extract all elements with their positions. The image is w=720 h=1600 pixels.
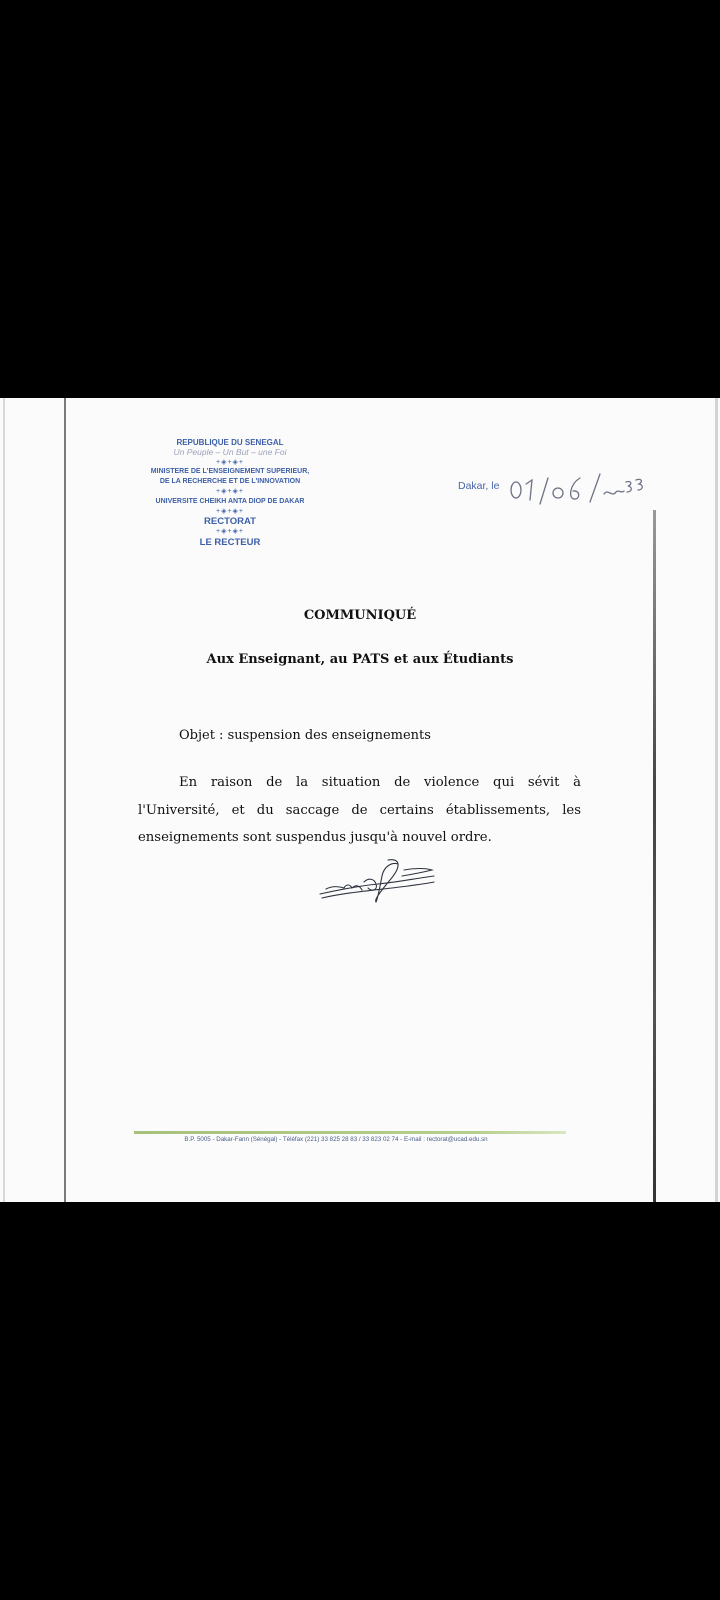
letterhead-motto: Un Peuple – Un But – une Foi — [173, 446, 287, 457]
page-edge-right — [715, 398, 718, 1202]
date-prefix: Dakar, le — [458, 480, 500, 492]
letterhead-separator: +◈+◈+ — [215, 487, 245, 495]
document-page — [0, 398, 720, 1202]
document-addressees: Aux Enseignant, au PATS et aux Étudiants — [206, 652, 514, 667]
document-body: En raison de la situation de violence qui sévit à l'Université, et du saccage de certains établissements, les enseignements sont suspendus jusqu'à nouvel ordre. — [138, 775, 581, 845]
letterhead-separator: +◈+◈+ — [215, 528, 245, 536]
letterhead — [130, 438, 330, 548]
document-subject: Objet : suspension des enseignements — [179, 728, 431, 743]
letterhead-ministry-line1: MINISTERE DE L'ENSEIGNEMENT SUPERIEUR, — [150, 468, 310, 476]
letterhead-office: RECTORAT — [204, 516, 256, 528]
letterhead-country: REPUBLIQUE DU SENEGAL — [176, 438, 284, 447]
letterhead-ministry-line2: DE LA RECHERCHE ET DE L'INNOVATION — [159, 478, 301, 486]
handwritten-date — [508, 468, 648, 506]
scan-border-left — [64, 398, 66, 1202]
letterhead-university: UNIVERSITE CHEIKH ANTA DIOP DE DAKAR — [155, 497, 305, 505]
letterhead-separator: +◈+◈+ — [215, 507, 245, 515]
footer-divider — [134, 1131, 566, 1134]
letterhead-separator: +◈+◈+ — [215, 458, 245, 466]
footer-contact: B.P. 5005 - Dakar-Fann (Sénégal) - Téléfax (221) 33 825 28 83 / 33 823 02 74 - E-mail : rectorat@ucad.edu.sn — [184, 1136, 488, 1143]
letterhead-signatory: LE RECTEUR — [199, 537, 261, 549]
signature-image — [318, 856, 436, 906]
document-title: COMMUNIQUÉ — [303, 608, 417, 623]
page-edge-left — [3, 398, 5, 1202]
